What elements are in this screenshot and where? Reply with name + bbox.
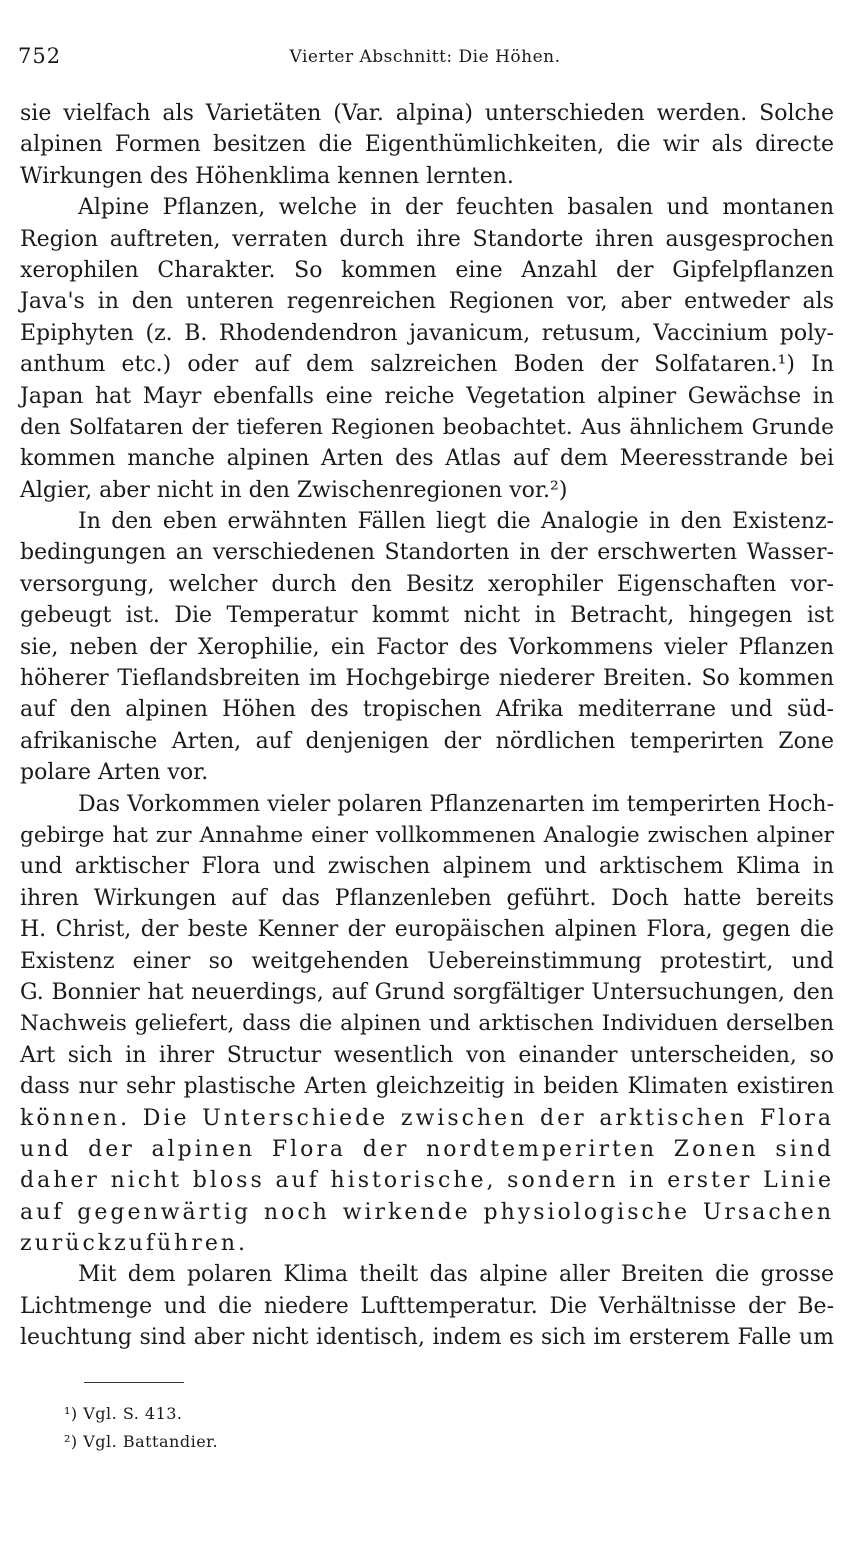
text-line: In den eben erwähnten Fällen liegt die Analogie in den Existenz- (78, 509, 834, 535)
text-line: und arktischer Flora und zwischen alpinem und arktischem Klima in (20, 854, 834, 880)
text-line: anthum etc.) oder auf dem salzreichen Boden der Solfataren.¹) In (20, 352, 834, 378)
text-line: gebirge hat zur Annahme einer vollkommenen Analogie zwischen alpiner (20, 822, 834, 848)
running-head: Vierter Abschnitt: Die Höhen. (289, 47, 561, 67)
text-line: Region auftreten, verraten durch ihre Standorte ihren ausgesprochen (20, 226, 834, 252)
text-line: Alpine Pflanzen, welche in der feuchten basalen und montanen (78, 195, 834, 221)
text-line: den Solfataren der tieferen Regionen beobachtet. Aus ähnlichem Grunde (20, 414, 834, 440)
text-line: versorgung, welcher durch den Besitz xerophiler Eigenschaften vor- (20, 571, 834, 597)
text-line: Epiphyten (z. B. Rhodendendron javanicum, retusum, Vaccinium poly- (20, 320, 834, 346)
text-line: Mit dem polaren Klima theilt das alpine aller Breiten die grosse (78, 1262, 834, 1288)
text-line: sie vielfach als Varietäten (Var. alpina) unterschieden werden. Solche (20, 101, 834, 126)
text-line: Das Vorkommen vieler polaren Pflanzenarten im temperirten Hoch- (78, 791, 834, 817)
text-line: ihren Wirkungen auf das Pflanzenleben geführt. Doch hatte bereits (20, 885, 834, 911)
text-line: Java's in den unteren regenreichen Regionen vor, aber entweder als (20, 289, 834, 315)
text-line: xerophilen Charakter. So kommen eine Anzahl der Gipfelpflanzen (20, 257, 834, 283)
body-text (20, 98, 834, 1354)
text-line: Lichtmenge und die niedere Lufttemperatur. Die Verhältnisse der Be- (20, 1293, 834, 1319)
page-number: 752 (18, 44, 62, 68)
text-line: sie, neben der Xerophilie, ein Factor des Vorkommens vieler Pflanzen (20, 634, 834, 660)
text-line: Japan hat Mayr ebenfalls eine reiche Vegetation alpiner Gewächse in (20, 383, 834, 409)
text-line: bedingungen an verschiedenen Standorten in der erschwerten Wasser- (20, 540, 834, 566)
footnote-1: ¹) Vgl. S. 413. (64, 1404, 183, 1423)
text-line: leuchtung sind aber nicht identisch, indem es sich im ersterem Falle um (20, 1325, 834, 1351)
text-line-emphasized: daher nicht bloss auf historische, sondern in erster Linie (20, 1168, 834, 1194)
text-line-emphasized: auf gegenwärtig noch wirkende physiologische Ursachen (20, 1199, 834, 1225)
text-line: afrikanische Arten, auf denjenigen der nördlichen temperirten Zone (20, 728, 834, 754)
text-line: G. Bonnier hat neuerdings, auf Grund sorgfältiger Untersuchungen, den (20, 979, 834, 1005)
text-line: höherer Tieflandsbreiten im Hochgebirge niederer Breiten. So kommen (20, 666, 834, 692)
text-line-emphasized: können. Die Unterschiede zwischen der arktischen Flora (20, 1105, 834, 1131)
text-line: gebeugt ist. Die Temperatur kommt nicht in Betracht, hingegen ist (20, 603, 834, 629)
footnote-rule (84, 1382, 184, 1383)
text-line: Algier, aber nicht in den Zwischenregionen vor.²) (20, 477, 568, 503)
footnote-2: ²) Vgl. Battandier. (64, 1432, 219, 1451)
text-line: Existenz einer so weitgehenden Uebereinstimmung protestirt, und (20, 948, 834, 974)
text-line-emphasized: und der alpinen Flora der nordtemperirten Zonen sind (20, 1136, 834, 1162)
text-line: alpinen Formen besitzen die Eigenthümlichkeiten, die wir als directe (20, 132, 834, 158)
text-line: kommen manche alpinen Arten des Atlas auf dem Meeresstrande bei (20, 446, 834, 472)
text-line: polare Arten vor. (20, 760, 209, 786)
text-line: Nachweis geliefert, dass die alpinen und arktischen Individuen derselben (20, 1011, 834, 1037)
text-line-emphasized: zurückzuführen. (20, 1231, 249, 1257)
text-line: Wirkungen des Höhenklima kennen lernten. (20, 163, 514, 189)
text-line: Art sich in ihrer Structur wesentlich von einander unterscheiden, so (20, 1042, 834, 1068)
text-line: auf den alpinen Höhen des tropischen Afrika mediterrane und süd- (20, 697, 834, 723)
text-line: H. Christ, der beste Kenner der europäischen alpinen Flora, gegen die (20, 917, 834, 943)
text-line: dass nur sehr plastische Arten gleichzeitig in beiden Klimaten existiren (20, 1074, 834, 1100)
